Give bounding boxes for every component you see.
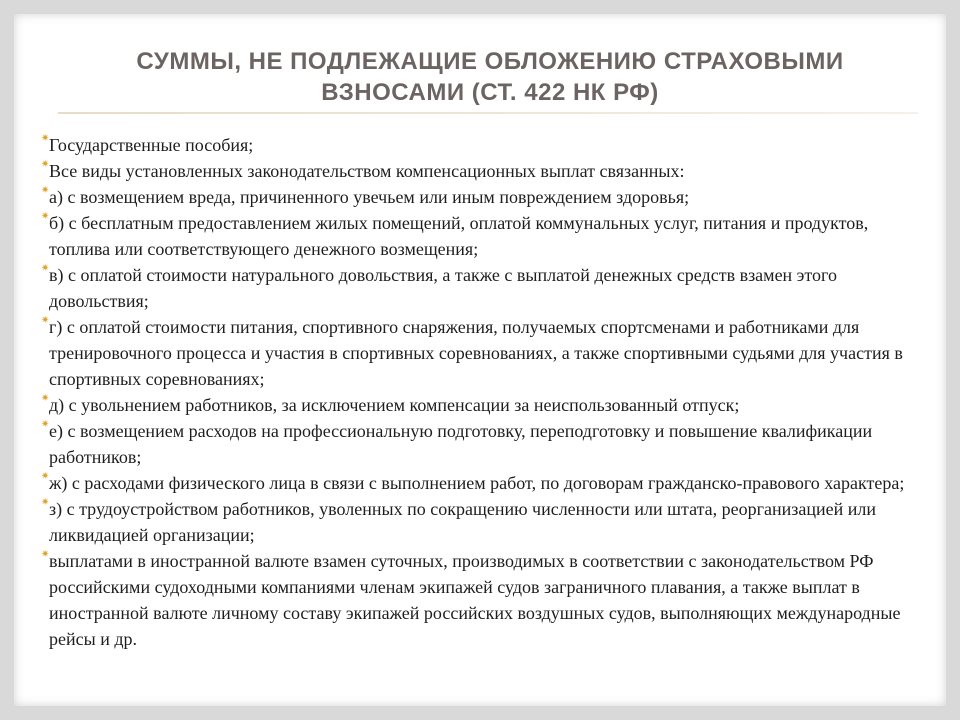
star-bullet-icon: ✷: [41, 549, 50, 560]
list-item-text: б) с бесплатным предоставлением жилых помещений, оплатой коммунальных услуг, питания и продуктов, топлива или соответствующего денежного возмещения;: [49, 213, 869, 259]
star-bullet-icon: ✷: [41, 419, 50, 430]
star-bullet-icon: ✷: [41, 133, 50, 144]
star-bullet-icon: ✷: [41, 497, 50, 508]
list-item: [41, 470, 914, 496]
slide-title-line-2: ВЗНОСАМИ (СТ. 422 НК РФ): [321, 79, 659, 106]
star-bullet-icon: ✷: [41, 315, 50, 326]
star-bullet-icon: ✷: [41, 393, 50, 404]
list-item-text: е) с возмещением расходов на профессиональную подготовку, переподготовку и повышение квалификации работников;: [49, 421, 873, 467]
list-item-text: выплатами в иностранной валюте взамен суточных, производимых в соответствии с законодательством РФ российскими судоходными компаниями членам экипажей судов заграничного плавания, а также выплат в иностранной валюте личному составу экипажей российских воздушных судов, выполняющих международные рейсы и др.: [49, 551, 901, 649]
list-item: [41, 418, 914, 470]
list-item: [41, 158, 914, 184]
slide-title-line-1: СУММЫ, НЕ ПОДЛЕЖАЩИЕ ОБЛОЖЕНИЮ СТРАХОВЫМИ: [136, 48, 844, 75]
slide-title: [60, 46, 920, 108]
list-item-text: з) с трудоустройством работников, уволенных по сокращению численности или штата, реорганизацией или ликвидацией организации;: [49, 499, 877, 545]
list-item-text: ж) с расходами физического лица в связи с выполнением работ, по договорам гражданско-правового характера;: [49, 473, 905, 493]
list-item: [41, 496, 914, 548]
list-item: [41, 314, 914, 392]
star-bullet-icon: ✷: [41, 185, 50, 196]
list-item: [41, 392, 914, 418]
list-item: [41, 210, 914, 262]
list-item: [41, 262, 914, 314]
star-bullet-icon: ✷: [41, 263, 50, 274]
list-item-text: г) с оплатой стоимости питания, спортивного снаряжения, получаемых спортсменами и работниками для тренировочного процесса и участия в спортивных соревнованиях, а также спортивными судьями для участия в спортивных соревнованиях;: [49, 317, 903, 389]
list-item-text: д) с увольнением работников, за исключением компенсации за неиспользованный отпуск;: [49, 395, 740, 415]
star-bullet-icon: ✷: [41, 159, 50, 170]
list-item: [41, 184, 914, 210]
list-item-text: в) с оплатой стоимости натурального довольствия, а также с выплатой денежных средств взамен этого довольствия;: [49, 265, 837, 311]
list-item: [41, 132, 914, 158]
list-item-text: Государственные пособия;: [49, 135, 254, 155]
title-divider: [58, 112, 918, 114]
list-item-text: а) с возмещением вреда, причиненного увечьем или иным повреждением здоровья;: [49, 187, 690, 207]
list-item-text: Все виды установленных законодательством компенсационных выплат связанных:: [49, 161, 685, 181]
star-bullet-icon: ✷: [41, 211, 50, 222]
list-item: [41, 548, 914, 652]
star-bullet-icon: ✷: [41, 471, 50, 482]
bullet-list: [41, 132, 914, 652]
